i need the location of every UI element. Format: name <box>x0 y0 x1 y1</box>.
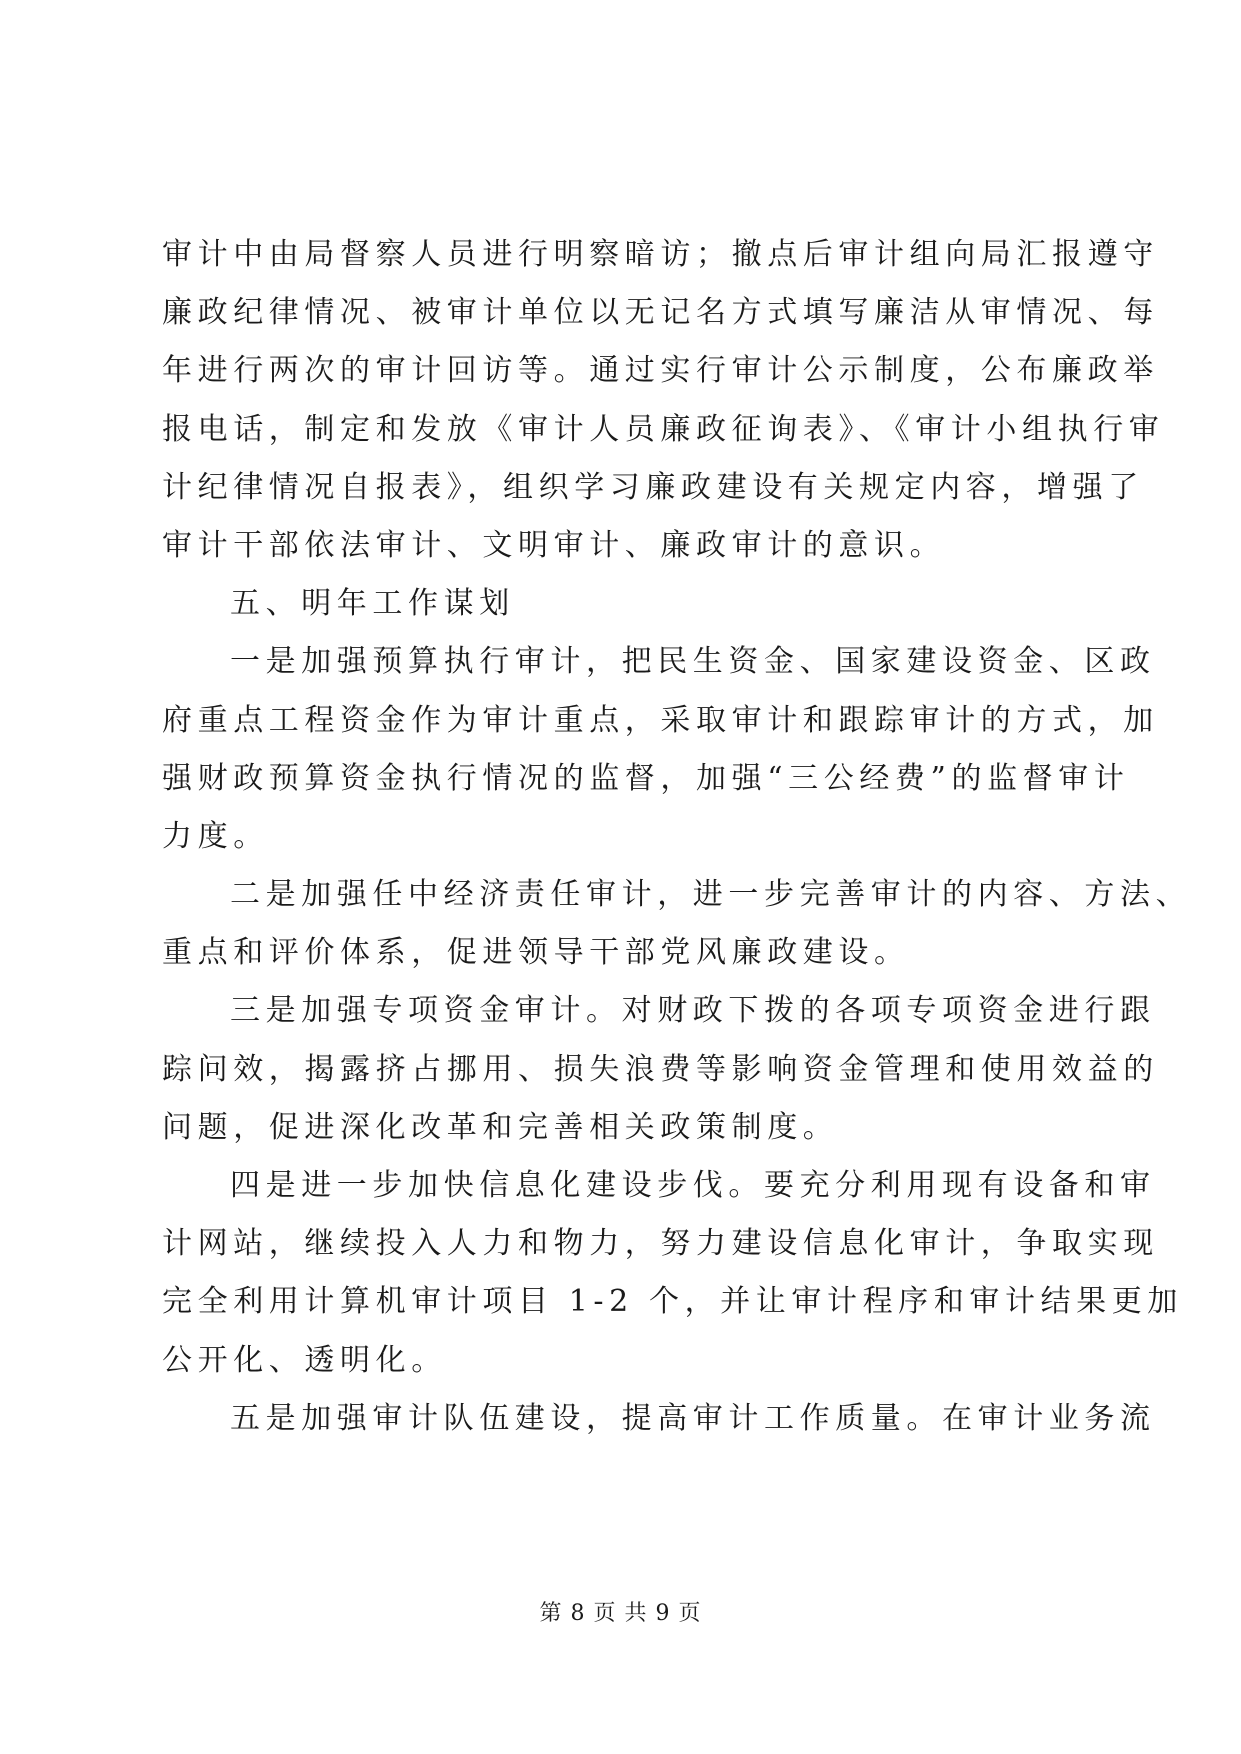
text-line: 踪问效，揭露挤占挪用、损失浪费等影响资金管理和使用效益的 <box>162 1051 1159 1087</box>
text-line: 问题，促进深化改革和完善相关政策制度。 <box>162 1109 839 1145</box>
text-line: 完全利用计算机审计项目 1-2 个，并让审计程序和审计结果更加 <box>162 1284 1183 1320</box>
paragraph-first-line: 五是加强审计队伍建设，提高审计工作质量。在审计业务流 <box>230 1400 1156 1436</box>
text-line: 报电话，制定和发放《审计人员廉政征询表》、《审计小组执行审 <box>162 411 1165 447</box>
text-line: 年进行两次的审计回访等。通过实行审计公示制度，公布廉政举 <box>162 353 1159 389</box>
text-line: 廉政纪律情况、被审计单位以无记名方式填写廉洁从审情况、每 <box>162 295 1159 331</box>
paragraph-first-line: 三是加强专项资金审计。对财政下拨的各项专项资金进行跟 <box>230 993 1156 1029</box>
text-line: 府重点工程资金作为审计重点，采取审计和跟踪审计的方式，加 <box>162 702 1159 738</box>
section-heading: 五、明年工作谋划 <box>230 586 515 622</box>
text-line: 审计干部依法审计、文明审计、廉政审计的意识。 <box>162 527 946 563</box>
document-body <box>162 226 1192 1448</box>
text-line: 计网站，继续投入人力和物力，努力建设信息化审计，争取实现 <box>162 1226 1159 1262</box>
text-line: 公开化、透明化。 <box>162 1342 447 1378</box>
text-line: 强财政预算资金执行情况的监督，加强“三公经费”的监督审计 <box>162 760 1130 796</box>
page-number: 第 8 页 共 9 页 <box>539 1601 702 1626</box>
text-line: 力度。 <box>162 818 269 854</box>
text-line: 重点和评价体系，促进领导干部党风廉政建设。 <box>162 935 910 971</box>
text-line: 计纪律情况自报表》，组织学习廉政建设有关规定内容，增强了 <box>162 469 1144 505</box>
paragraph-first-line: 二是加强任中经济责任审计，进一步完善审计的内容、方法、 <box>230 877 1192 913</box>
page-footer <box>0 1596 1241 1627</box>
text-line: 审计中由局督察人员进行明察暗访；撤点后审计组向局汇报遵守 <box>162 237 1159 272</box>
paragraph-first-line: 一是加强预算执行审计，把民生资金、国家建设资金、区政 <box>230 644 1156 680</box>
paragraph-first-line: 四是进一步加快信息化建设步伐。要充分利用现有设备和审 <box>230 1168 1156 1203</box>
